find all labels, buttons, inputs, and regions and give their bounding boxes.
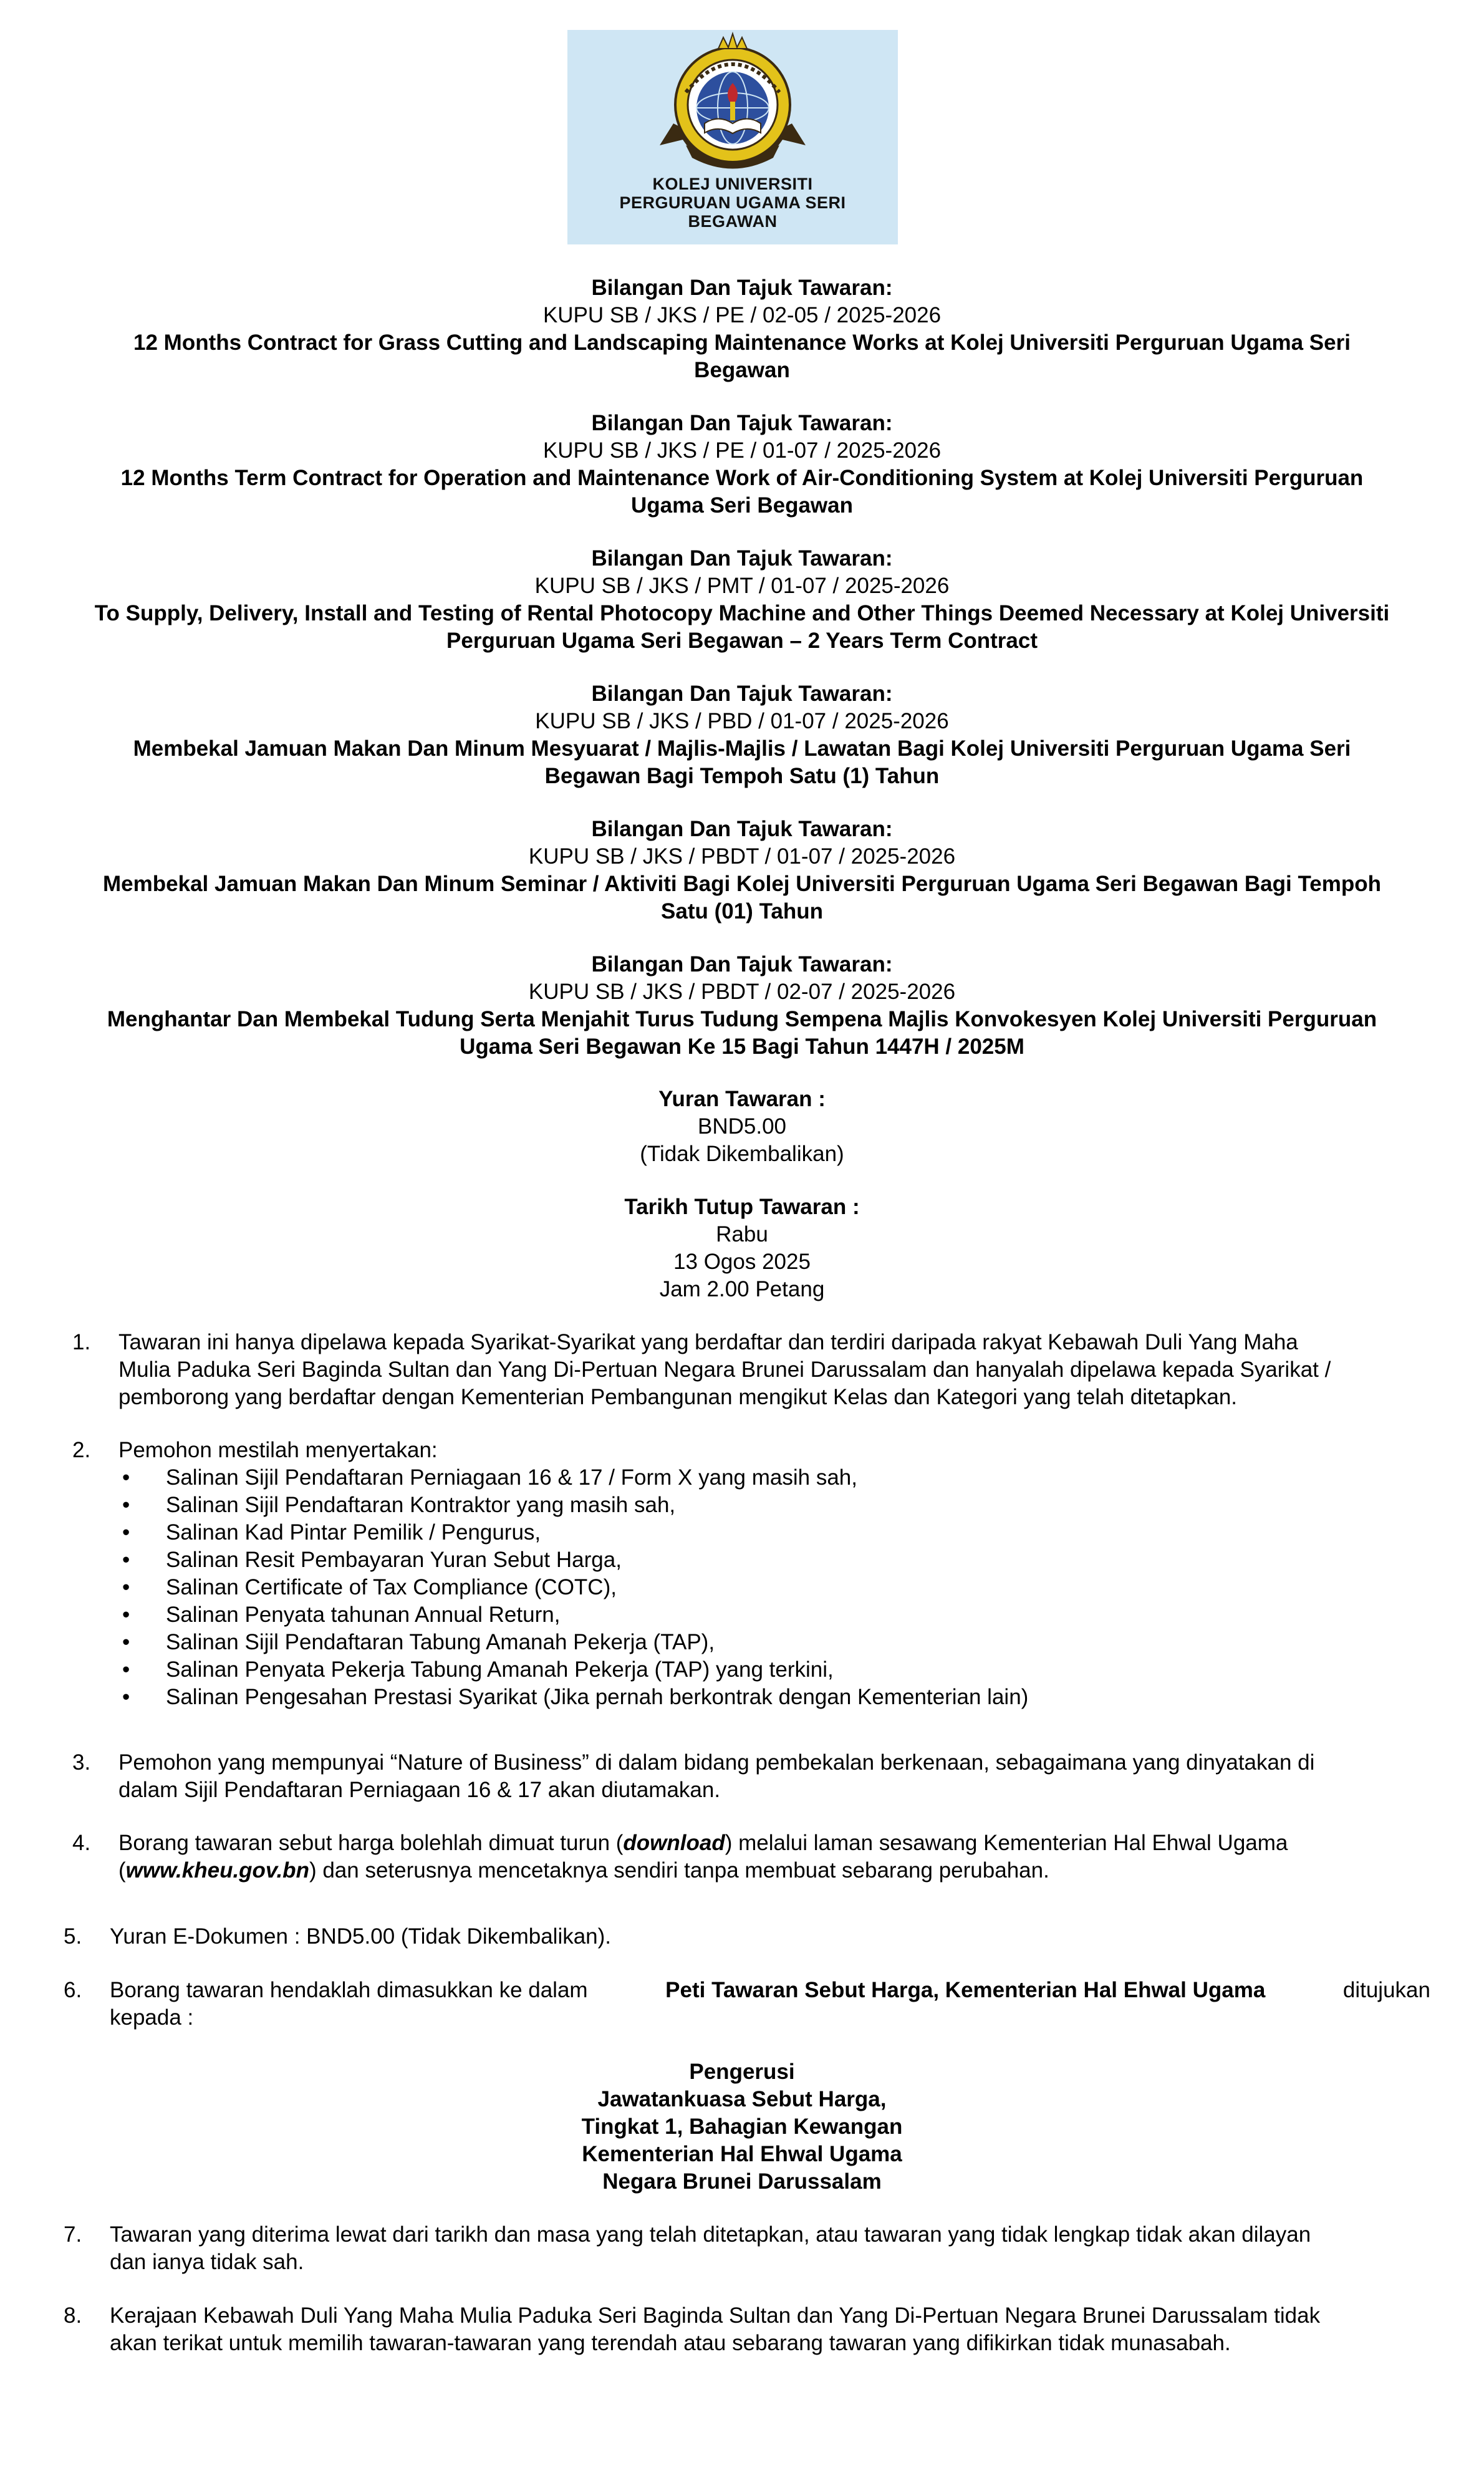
bullet-icon: • (122, 1630, 130, 1654)
item-1-text: Tawaran ini hanya dipelawa kepada Syarikat-Syarikat yang berdaftar dan terdiri daripada rakyat Kebawah Duli Yang Maha Mulia Paduka Seri Baginda Sultan dan Yang Di-Pertuan Negara Brunei Darussalam dan hanyalah dipelawa kepada Syarikat / pemborong yang berdaftar dengan Kementerian Pembangunan mengikut Kelas dan Kategori yang telah ditetapkan. (118, 1330, 1331, 1409)
tender-fee-block (25, 1086, 1459, 1168)
tender-label: Bilangan Dan Tajuk Tawaran: (591, 952, 893, 976)
item-4-number: 4. (72, 1831, 91, 1855)
list-item: Salinan Sijil Pendaftaran Kontraktor yang masih sah, (166, 1493, 676, 1517)
tender-title-line2: Ugama Seri Begawan (631, 493, 853, 518)
tender-code: KUPU SB / JKS / PE / 01-07 / 2025-2026 (542, 438, 942, 463)
item-6-text: Borang tawaran hendaklah dimasukkan ke dalam Peti Tawaran Sebut Harga, Kementerian Hal Ehwal Ugama ditujukan kepada : (110, 1978, 1430, 2030)
website-link[interactable]: www.kheu.gov.bn (125, 1858, 309, 1883)
university-logo (567, 30, 898, 244)
university-crest-icon (648, 30, 817, 180)
item-5-text: Yuran E-Dokumen : BND5.00 (Tidak Dikembalikan). (110, 1924, 612, 1949)
tender-title-line2: Begawan Bagi Tempoh Satu (1) Tahun (544, 764, 940, 788)
closing-label: Tarikh Tutup Tawaran : (624, 1195, 860, 1219)
fee-note: (Tidak Dikembalikan) (640, 1142, 844, 1166)
address-line3: Tingkat 1, Bahagian Kewangan (581, 2114, 903, 2139)
closing-time: Jam 2.00 Petang (659, 1277, 825, 1301)
logo-text-line2: PERGURUAN UGAMA SERI (619, 193, 846, 212)
tender-code: KUPU SB / JKS / PBDT / 01-07 / 2025-2026 (528, 844, 956, 869)
tender-title-line2: Perguruan Ugama Seri Begawan – 2 Years Term Contract (446, 629, 1038, 653)
closing-date: 13 Ogos 2025 (673, 1250, 811, 1274)
tender-label: Bilangan Dan Tajuk Tawaran: (591, 682, 893, 706)
tender-block-2 (25, 410, 1459, 519)
item-3-number: 3. (72, 1750, 91, 1775)
bullet-icon: • (122, 1685, 130, 1709)
list-item: Salinan Penyata Pekerja Tabung Amanah Pekerja (TAP) yang terkini, (166, 1657, 834, 1682)
list-item: Salinan Sijil Pendaftaran Perniagaan 16 & 17 / Form X yang masih sah, (166, 1465, 857, 1490)
tender-title-line1: Membekal Jamuan Makan Dan Minum Seminar / Aktiviti Bagi Kolej Universiti Perguruan Ugama Seri Begawan Bagi Tempoh (103, 872, 1381, 896)
tender-title-line1: To Supply, Delivery, Install and Testing of Rental Photocopy Machine and Other Things Deemed Necessary at Kolej Universiti (94, 601, 1390, 625)
tender-title-line1: Menghantar Dan Membekal Tudung Serta Menjahit Turus Tudung Sempena Majlis Konvokesyen Kolej Universiti Perguruan (107, 1007, 1377, 1031)
logo-text-line3: BEGAWAN (688, 212, 778, 231)
item-4-text: Borang tawaran sebut harga bolehlah dimuat turun (download) melalui laman sesawang Kementerian Hal Ehwal Ugama (www.kheu.gov.bn) dan seterusnya mencetaknya sendiri tanpa membuat sebarang perubahan. (118, 1831, 1288, 1883)
item-5-number: 5. (64, 1924, 82, 1949)
tender-code: KUPU SB / JKS / PBD / 01-07 / 2025-2026 (535, 709, 949, 733)
quotation-box-name: Peti Tawaran Sebut Harga, Kementerian Hal Ehwal Ugama (665, 1978, 1266, 2002)
tender-title-line1: 12 Months Contract for Grass Cutting and Landscaping Maintenance Works at Kolej Universiti Perguruan Ugama Seri (133, 330, 1351, 355)
bullet-icon: • (122, 1465, 130, 1490)
tender-title-line2: Satu (01) Tahun (661, 899, 823, 923)
tender-title-line1: 12 Months Term Contract for Operation and Maintenance Work of Air-Conditioning System at Kolej Universiti Perguruan (120, 466, 1364, 490)
tender-code: KUPU SB / JKS / PMT / 01-07 / 2025-2026 (534, 574, 950, 598)
list-item: Salinan Pengesahan Prestasi Syarikat (Jika pernah berkontrak dengan Kementerian lain) (166, 1685, 1029, 1709)
tender-block-3 (25, 545, 1459, 655)
logo-text-line1: KOLEJ UNIVERSITI (652, 175, 813, 193)
tender-label: Bilangan Dan Tajuk Tawaran: (591, 817, 893, 841)
tender-title-line1: Membekal Jamuan Makan Dan Minum Mesyuarat / Majlis-Majlis / Lawatan Bagi Kolej Universiti Perguruan Ugama Seri (133, 736, 1351, 761)
fee-label: Yuran Tawaran : (658, 1087, 826, 1111)
tender-block-4 (25, 680, 1459, 790)
tender-code: KUPU SB / JKS / PE / 02-05 / 2025-2026 (542, 303, 942, 327)
tender-label: Bilangan Dan Tajuk Tawaran: (591, 276, 893, 300)
bullet-icon: • (122, 1493, 130, 1517)
item-7-text: Tawaran yang diterima lewat dari tarikh dan masa yang telah ditetapkan, atau tawaran yang tidak lengkap tidak akan dilayan dan ianya tidak sah. (110, 2222, 1311, 2274)
list-item: Salinan Certificate of Tax Compliance (COTC), (166, 1575, 617, 1599)
bullet-icon: • (122, 1657, 130, 1682)
bullet-icon: • (122, 1548, 130, 1572)
address-block (25, 2058, 1459, 2196)
tender-code: KUPU SB / JKS / PBDT / 02-07 / 2025-2026 (528, 980, 956, 1004)
address-line1: Pengerusi (689, 2060, 795, 2084)
item-2-number: 2. (72, 1438, 91, 1462)
tender-title-line2: Ugama Seri Begawan Ke 15 Bagi Tahun 1447H / 2025M (460, 1034, 1024, 1059)
address-line5: Negara Brunei Darussalam (602, 2169, 882, 2194)
item-2-text: Pemohon mestilah menyertakan: (118, 1438, 438, 1462)
item-8-number: 8. (64, 2303, 82, 2328)
tender-block-5 (25, 816, 1459, 925)
tender-block-6 (25, 951, 1459, 1061)
list-item: Salinan Sijil Pendaftaran Tabung Amanah Pekerja (TAP), (166, 1630, 715, 1654)
item-1-number: 1. (72, 1330, 91, 1354)
closing-date-block (25, 1193, 1459, 1303)
tender-block-1 (25, 274, 1459, 384)
download-term: download (623, 1831, 725, 1855)
bullet-icon: • (122, 1603, 130, 1627)
bullet-icon: • (122, 1575, 130, 1599)
list-item: Salinan Kad Pintar Pemilik / Pengurus, (166, 1520, 541, 1545)
item-8-text: Kerajaan Kebawah Duli Yang Maha Mulia Paduka Seri Baginda Sultan dan Yang Di-Pertuan Negara Brunei Darussalam tidak akan terikat untuk memilih tawaran-tawaran yang terendah atau sebarang tawaran yang difikirkan tidak munasabah. (110, 2303, 1321, 2355)
fee-amount: BND5.00 (697, 1114, 787, 1139)
address-line2: Jawatankuasa Sebut Harga, (597, 2087, 887, 2111)
bullet-icon: • (122, 1520, 130, 1545)
item-7-number: 7. (64, 2222, 82, 2247)
closing-day: Rabu (716, 1222, 768, 1246)
tender-label: Bilangan Dan Tajuk Tawaran: (591, 546, 893, 571)
list-item: Salinan Resit Pembayaran Yuran Sebut Harga, (166, 1548, 622, 1572)
tender-title-line2: Begawan (694, 358, 790, 382)
item-3-text: Pemohon yang mempunyai “Nature of Business” di dalam bidang pembekalan berkenaan, sebagaimana yang dinyatakan di dalam Sijil Pendaftaran Perniagaan 16 & 17 akan diutamakan. (118, 1750, 1315, 1802)
item-6-number: 6. (64, 1978, 82, 2002)
list-item: Salinan Penyata tahunan Annual Return, (166, 1603, 561, 1627)
tender-label: Bilangan Dan Tajuk Tawaran: (591, 411, 893, 435)
address-line4: Kementerian Hal Ehwal Ugama (582, 2142, 902, 2166)
